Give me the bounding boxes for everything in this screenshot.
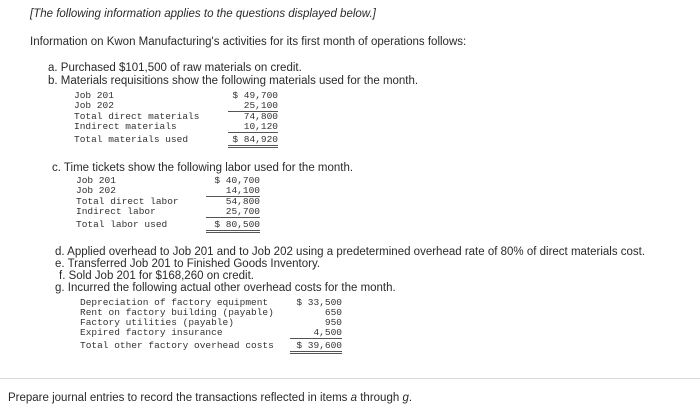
table-row-label: Total labor used — [76, 219, 168, 230]
item-e: e. Transferred Job 201 to Finished Goods Inventory. — [55, 258, 321, 270]
table-row-value: $ 84,920 — [228, 134, 278, 148]
table-row-value: 10,120 — [228, 121, 278, 133]
table-row-label: Total direct labor — [76, 196, 179, 207]
item-d: d. Applied overhead to Job 201 and to Job 202 using a predetermined overhead rate of 80% of direct materials cost. — [55, 246, 646, 258]
table-row-label: Job 202 — [76, 185, 116, 196]
instruction-end: . — [408, 392, 413, 404]
intro-text: Information on Kwon Manufacturing's activities for its first month of operations follows: — [30, 36, 467, 48]
table-row-label: Job 201 — [74, 90, 114, 101]
table-row-label: Total materials used — [74, 134, 189, 145]
section-divider — [0, 378, 700, 379]
item-g: g. Incurred the following actual other overhead costs for the month. — [55, 282, 396, 294]
instruction-mid: through — [357, 392, 403, 404]
table-row-value: 950 — [324, 317, 342, 328]
instruction-g: g — [402, 392, 409, 404]
table-row-label: Indirect materials — [74, 121, 177, 132]
table-row-value: 54,800 — [225, 196, 260, 207]
table-row-value: 650 — [324, 307, 342, 318]
table-row-value: 4,500 — [290, 327, 342, 339]
item-b: b. Materials requisitions show the following materials used for the month. — [48, 75, 419, 87]
table-row-label: Rent on factory building (payable) — [80, 307, 274, 318]
table-row-value: $ 39,600 — [290, 340, 342, 354]
table-row-value: 25,700 — [206, 206, 260, 218]
table-row-value: 14,100 — [206, 185, 260, 197]
table-row-label: Job 202 — [74, 100, 114, 111]
table-row-value: $ 40,700 — [214, 175, 260, 186]
table-row-value: 74,800 — [243, 111, 278, 122]
table-row-label: Indirect labor — [76, 206, 156, 217]
instruction-a: a — [350, 392, 358, 404]
table-row-label: Expired factory insurance — [80, 327, 223, 338]
table-row-label: Total other factory overhead costs — [80, 340, 274, 351]
table-row-value: 25,100 — [228, 100, 278, 112]
table-row-label: Total direct materials — [74, 111, 200, 122]
item-a: a. Purchased $101,500 of raw materials on credit. — [48, 62, 302, 74]
table-row-value: $ 49,700 — [232, 90, 278, 101]
table-row-value: $ 80,500 — [206, 219, 260, 233]
instruction-prefix: Prepare journal entries to record the transactions reflected in items — [8, 392, 351, 404]
instruction-text — [8, 392, 412, 404]
item-c: c. Time tickets show the following labor used for the month. — [52, 162, 354, 174]
table-row-value: $ 33,500 — [296, 297, 342, 308]
header-note: [The following information applies to the questions displayed below.] — [30, 8, 376, 20]
table-row-label: Job 201 — [76, 175, 116, 186]
table-row-label: Factory utilities (payable) — [80, 317, 234, 328]
table-row-label: Depreciation of factory equipment — [80, 297, 269, 308]
item-f: f. Sold Job 201 for $168,260 on credit. — [59, 270, 254, 282]
